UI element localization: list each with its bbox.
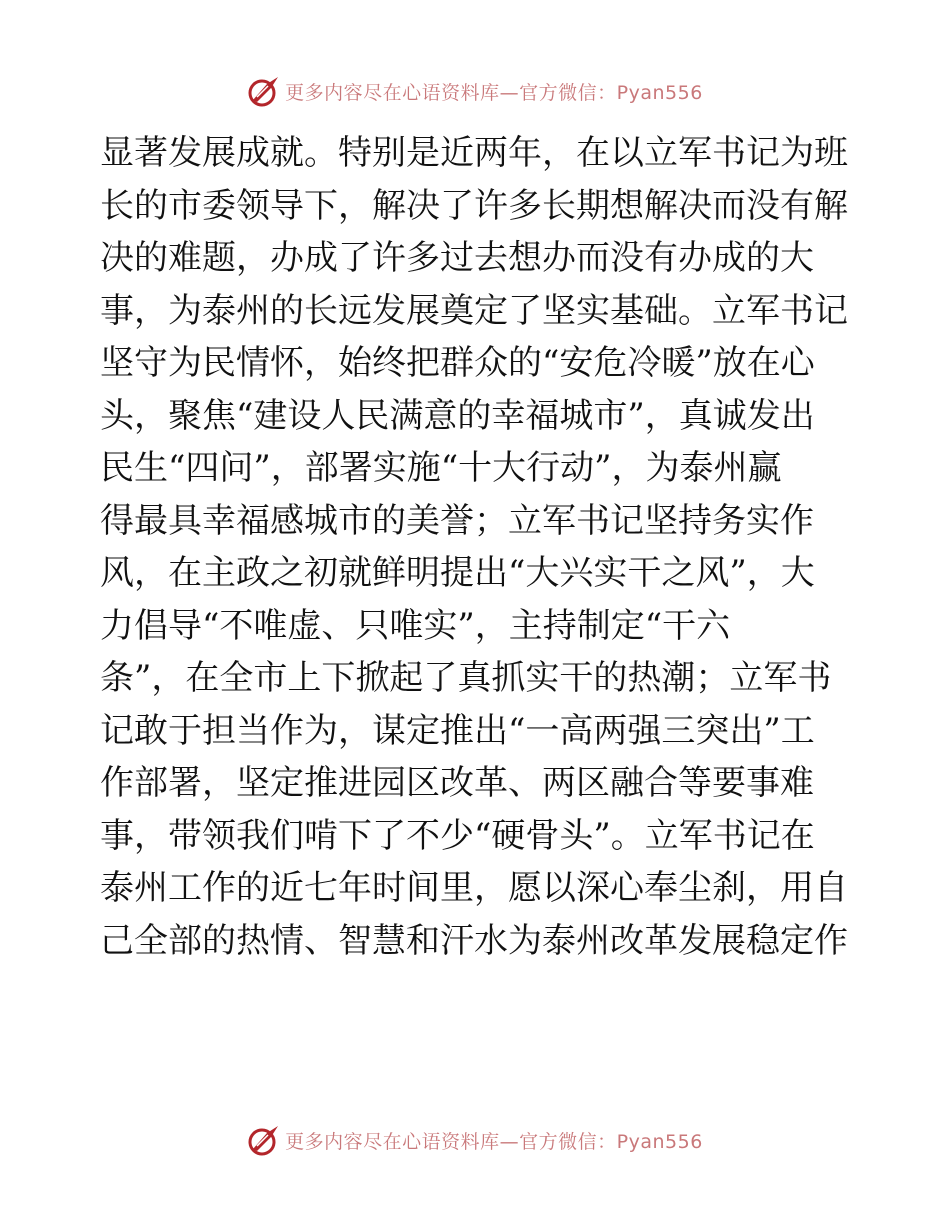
body-line: 作部署，坚定推进园区改革、两区融合等要事难 [100,763,814,803]
body-line: 得最具幸福感城市的美誉；立军书记坚持务实作 [100,500,814,541]
quill-pen-logo-icon [247,74,281,108]
body-line: 显著发展成就。特别是近两年，在以立军书记为班 [100,133,848,173]
body-line: 坚守为民情怀，始终把群众的“安危冷暖”放在心 [100,343,815,383]
body-line: 记敢于担当作为，谋定推出“一高两强三突出”工 [100,710,815,751]
body-line: 泰州工作的近七年时间里，愿以深心奉尘刹，用自 [100,868,848,908]
header-watermark-text: 更多内容尽在心语资料库—官方微信：Pyan556 [285,81,703,104]
body-line: 决的难题，办成了许多过去想办而没有办成的大 [100,238,814,278]
body-line: 条”，在全市上下掀起了真抓实干的热潮；立军书 [100,658,832,698]
body-line: 事，带领我们啃下了不少“硬骨头”。立军书记在 [100,815,815,856]
quill-pen-logo-icon [247,1123,281,1157]
body-line: 民生“四问”，部署实施“十大行动”，为泰州赢 [100,448,782,488]
document-body [100,127,850,967]
footer-watermark [0,1120,950,1160]
body-line: 头，聚焦“建设人民满意的幸福城市”，真诚发出 [100,395,815,436]
body-line: 长的市委领导下，解决了许多长期想解决而没有解 [100,185,848,226]
footer-watermark-text: 更多内容尽在心语资料库—官方微信：Pyan556 [285,1130,703,1153]
header-watermark [0,71,950,111]
body-line: 力倡导“不唯虚、只唯实”，主持制定“干六 [100,605,731,646]
body-line: 事，为泰州的长远发展奠定了坚实基础。立军书记 [100,290,848,331]
body-line: 风，在主政之初就鲜明提出“大兴实干之风”，大 [100,553,815,593]
body-line: 己全部的热情、智慧和汗水为泰州改革发展稳定作 [100,920,848,961]
